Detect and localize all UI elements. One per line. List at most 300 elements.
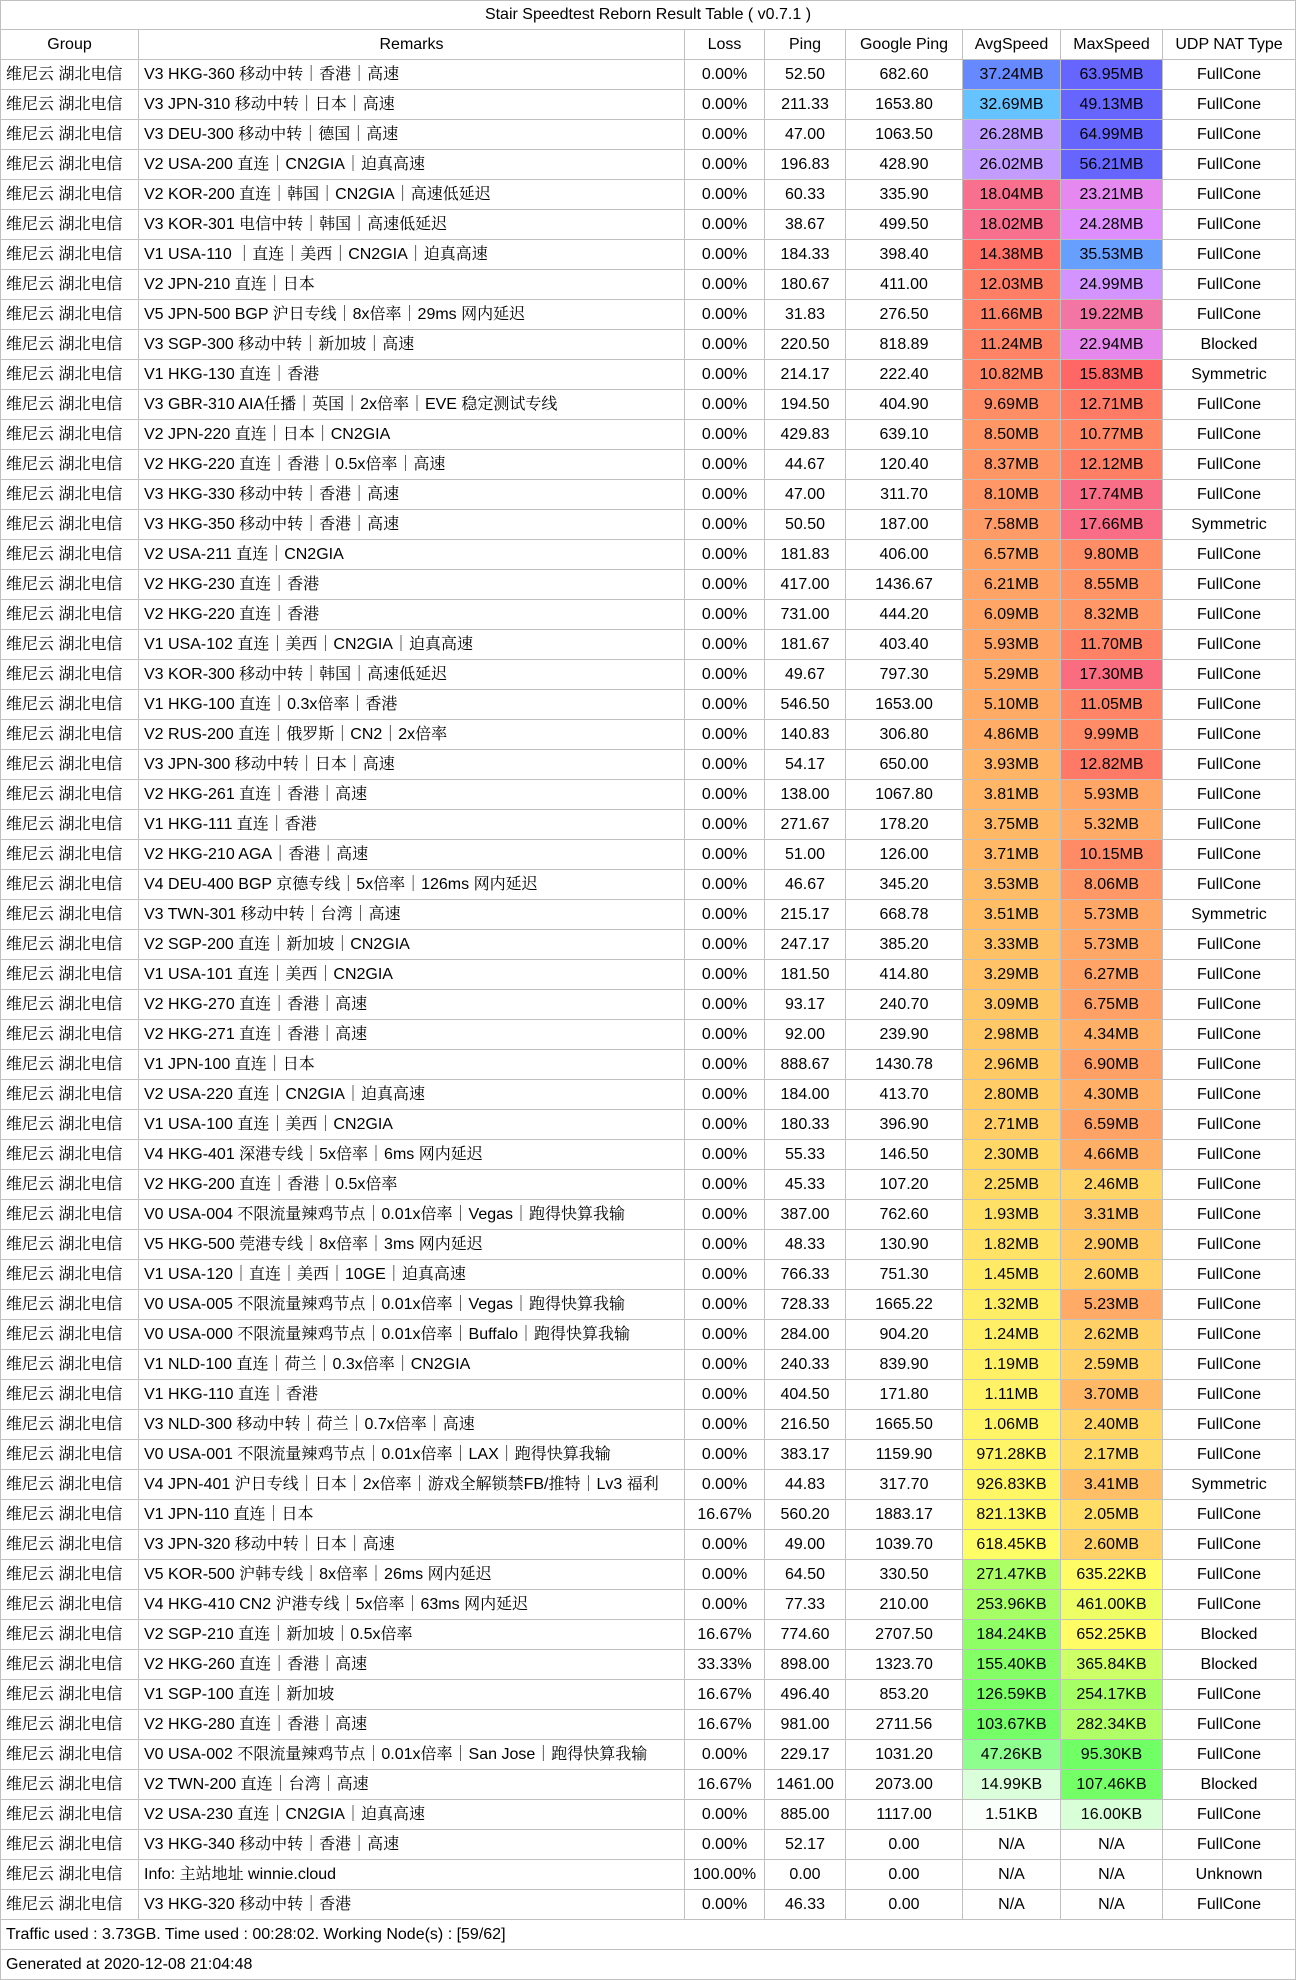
- group-cell: 维尼云 湖北电信: [0, 90, 139, 119]
- remarks-cell: V2 SGP-200 直连｜新加坡｜CN2GIA: [139, 930, 685, 959]
- google-ping-cell: 1031.20: [846, 1740, 963, 1769]
- max-speed-cell: 24.28MB: [1061, 210, 1163, 239]
- loss-cell: 0.00%: [685, 900, 765, 929]
- table-row: [0, 1410, 1296, 1440]
- avg-speed-cell: 11.66MB: [963, 300, 1061, 329]
- group-cell: 维尼云 湖北电信: [0, 60, 139, 89]
- table-row: [0, 1110, 1296, 1140]
- udp-nat-type-cell: FullCone: [1163, 1890, 1296, 1919]
- avg-speed-cell: N/A: [963, 1890, 1061, 1919]
- google-ping-cell: 639.10: [846, 420, 963, 449]
- udp-nat-type-cell: FullCone: [1163, 810, 1296, 839]
- table-row: [0, 1380, 1296, 1410]
- max-speed-cell: 10.77MB: [1061, 420, 1163, 449]
- avg-speed-cell: 103.67KB: [963, 1710, 1061, 1739]
- avg-speed-cell: 18.02MB: [963, 210, 1061, 239]
- max-speed-cell: 8.06MB: [1061, 870, 1163, 899]
- avg-speed-cell: 271.47KB: [963, 1560, 1061, 1589]
- table-row: [0, 960, 1296, 990]
- group-cell: 维尼云 湖北电信: [0, 300, 139, 329]
- loss-cell: 0.00%: [685, 1740, 765, 1769]
- loss-cell: 0.00%: [685, 870, 765, 899]
- udp-nat-type-cell: Blocked: [1163, 330, 1296, 359]
- udp-nat-type-cell: FullCone: [1163, 60, 1296, 89]
- table-row: [0, 1680, 1296, 1710]
- max-speed-cell: 107.46KB: [1061, 1770, 1163, 1799]
- ping-cell: 216.50: [765, 1410, 846, 1439]
- remarks-cell: V3 KOR-300 移动中转｜韩国｜高速低延迟: [139, 660, 685, 689]
- loss-cell: 0.00%: [685, 630, 765, 659]
- table-row: [0, 360, 1296, 390]
- group-cell: 维尼云 湖北电信: [0, 540, 139, 569]
- ping-cell: 885.00: [765, 1800, 846, 1829]
- table-row: [0, 1860, 1296, 1890]
- udp-nat-type-cell: FullCone: [1163, 870, 1296, 899]
- table-row: [0, 1830, 1296, 1860]
- udp-nat-type-cell: FullCone: [1163, 240, 1296, 269]
- group-cell: 维尼云 湖北电信: [0, 390, 139, 419]
- avg-speed-cell: 37.24MB: [963, 60, 1061, 89]
- remarks-cell: V3 JPN-320 移动中转｜日本｜高速: [139, 1530, 685, 1559]
- ping-cell: 417.00: [765, 570, 846, 599]
- udp-nat-type-cell: FullCone: [1163, 1230, 1296, 1259]
- remarks-cell: V3 GBR-310 AIA任播｜英国｜2x倍率｜EVE 稳定测试专线: [139, 390, 685, 419]
- footer-generated-row: [0, 1950, 1296, 1980]
- group-cell: 维尼云 湖北电信: [0, 1710, 139, 1739]
- remarks-cell: V2 USA-211 直连｜CN2GIA: [139, 540, 685, 569]
- loss-cell: 0.00%: [685, 1140, 765, 1169]
- table-row: [0, 1320, 1296, 1350]
- loss-cell: 0.00%: [685, 930, 765, 959]
- ping-cell: 140.83: [765, 720, 846, 749]
- google-ping-cell: 311.70: [846, 480, 963, 509]
- group-cell: 维尼云 湖北电信: [0, 270, 139, 299]
- remarks-cell: V0 USA-004 不限流量辣鸡节点｜0.01x倍率｜Vegas｜跑得快算我输: [139, 1200, 685, 1229]
- max-speed-cell: 5.93MB: [1061, 780, 1163, 809]
- group-cell: 维尼云 湖北电信: [0, 1500, 139, 1529]
- table-row: [0, 930, 1296, 960]
- avg-speed-cell: 3.53MB: [963, 870, 1061, 899]
- loss-cell: 0.00%: [685, 1110, 765, 1139]
- udp-nat-type-cell: FullCone: [1163, 1380, 1296, 1409]
- google-ping-cell: 1159.90: [846, 1440, 963, 1469]
- google-ping-cell: 404.90: [846, 390, 963, 419]
- avg-speed-cell: 3.81MB: [963, 780, 1061, 809]
- header-avg-speed: AvgSpeed: [963, 30, 1061, 59]
- group-cell: 维尼云 湖北电信: [0, 960, 139, 989]
- ping-cell: 220.50: [765, 330, 846, 359]
- google-ping-cell: 210.00: [846, 1590, 963, 1619]
- avg-speed-cell: 2.25MB: [963, 1170, 1061, 1199]
- loss-cell: 0.00%: [685, 1440, 765, 1469]
- udp-nat-type-cell: Symmetric: [1163, 510, 1296, 539]
- udp-nat-type-cell: FullCone: [1163, 1800, 1296, 1829]
- table-row: [0, 300, 1296, 330]
- loss-cell: 0.00%: [685, 1530, 765, 1559]
- ping-cell: 44.67: [765, 450, 846, 479]
- loss-cell: 0.00%: [685, 60, 765, 89]
- google-ping-cell: 1063.50: [846, 120, 963, 149]
- group-cell: 维尼云 湖北电信: [0, 1560, 139, 1589]
- max-speed-cell: 5.73MB: [1061, 900, 1163, 929]
- ping-cell: 560.20: [765, 1500, 846, 1529]
- loss-cell: 0.00%: [685, 1320, 765, 1349]
- udp-nat-type-cell: Unknown: [1163, 1860, 1296, 1889]
- udp-nat-type-cell: FullCone: [1163, 750, 1296, 779]
- avg-speed-cell: 8.10MB: [963, 480, 1061, 509]
- udp-nat-type-cell: FullCone: [1163, 570, 1296, 599]
- avg-speed-cell: 1.24MB: [963, 1320, 1061, 1349]
- header-loss: Loss: [685, 30, 765, 59]
- group-cell: 维尼云 湖北电信: [0, 1020, 139, 1049]
- google-ping-cell: 1067.80: [846, 780, 963, 809]
- group-cell: 维尼云 湖北电信: [0, 420, 139, 449]
- loss-cell: 0.00%: [685, 600, 765, 629]
- google-ping-cell: 171.80: [846, 1380, 963, 1409]
- google-ping-cell: 403.40: [846, 630, 963, 659]
- footer-summary: Traffic used : 3.73GB. Time used : 00:28:02. Working Node(s) : [59/62]: [0, 1920, 1296, 1949]
- avg-speed-cell: N/A: [963, 1860, 1061, 1889]
- max-speed-cell: 635.22KB: [1061, 1560, 1163, 1589]
- group-cell: 维尼云 湖北电信: [0, 750, 139, 779]
- loss-cell: 0.00%: [685, 1230, 765, 1259]
- udp-nat-type-cell: Symmetric: [1163, 360, 1296, 389]
- group-cell: 维尼云 湖北电信: [0, 1740, 139, 1769]
- ping-cell: 184.33: [765, 240, 846, 269]
- loss-cell: 16.67%: [685, 1710, 765, 1739]
- avg-speed-cell: 7.58MB: [963, 510, 1061, 539]
- group-cell: 维尼云 湖北电信: [0, 1380, 139, 1409]
- remarks-cell: V1 HKG-110 直连｜香港: [139, 1380, 685, 1409]
- group-cell: 维尼云 湖北电信: [0, 330, 139, 359]
- google-ping-cell: 1883.17: [846, 1500, 963, 1529]
- udp-nat-type-cell: FullCone: [1163, 1680, 1296, 1709]
- table-row: [0, 1560, 1296, 1590]
- group-cell: 维尼云 湖北电信: [0, 1770, 139, 1799]
- max-speed-cell: 8.55MB: [1061, 570, 1163, 599]
- table-row: [0, 660, 1296, 690]
- loss-cell: 0.00%: [685, 570, 765, 599]
- ping-cell: 774.60: [765, 1620, 846, 1649]
- header-ping: Ping: [765, 30, 846, 59]
- avg-speed-cell: 5.10MB: [963, 690, 1061, 719]
- table-row: [0, 1890, 1296, 1920]
- ping-cell: 247.17: [765, 930, 846, 959]
- google-ping-cell: 1436.67: [846, 570, 963, 599]
- max-speed-cell: 24.99MB: [1061, 270, 1163, 299]
- loss-cell: 0.00%: [685, 810, 765, 839]
- udp-nat-type-cell: FullCone: [1163, 390, 1296, 419]
- remarks-cell: V2 USA-230 直连｜CN2GIA｜迫真高速: [139, 1800, 685, 1829]
- max-speed-cell: 10.15MB: [1061, 840, 1163, 869]
- avg-speed-cell: 126.59KB: [963, 1680, 1061, 1709]
- loss-cell: 0.00%: [685, 330, 765, 359]
- udp-nat-type-cell: FullCone: [1163, 720, 1296, 749]
- max-speed-cell: 9.80MB: [1061, 540, 1163, 569]
- remarks-cell: V1 JPN-100 直连｜日本: [139, 1050, 685, 1079]
- group-cell: 维尼云 湖北电信: [0, 1350, 139, 1379]
- ping-cell: 51.00: [765, 840, 846, 869]
- max-speed-cell: 2.60MB: [1061, 1260, 1163, 1289]
- google-ping-cell: 1117.00: [846, 1800, 963, 1829]
- table-row: [0, 420, 1296, 450]
- avg-speed-cell: 3.75MB: [963, 810, 1061, 839]
- table-row: [0, 1470, 1296, 1500]
- max-speed-cell: 19.22MB: [1061, 300, 1163, 329]
- table-row: [0, 390, 1296, 420]
- udp-nat-type-cell: FullCone: [1163, 1440, 1296, 1469]
- udp-nat-type-cell: FullCone: [1163, 480, 1296, 509]
- avg-speed-cell: 2.98MB: [963, 1020, 1061, 1049]
- remarks-cell: V3 HKG-340 移动中转｜香港｜高速: [139, 1830, 685, 1859]
- loss-cell: 0.00%: [685, 1260, 765, 1289]
- ping-cell: 60.33: [765, 180, 846, 209]
- group-cell: 维尼云 湖北电信: [0, 510, 139, 539]
- max-speed-cell: 282.34KB: [1061, 1710, 1163, 1739]
- table-row: [0, 330, 1296, 360]
- udp-nat-type-cell: FullCone: [1163, 1320, 1296, 1349]
- max-speed-cell: 2.60MB: [1061, 1530, 1163, 1559]
- loss-cell: 0.00%: [685, 1020, 765, 1049]
- google-ping-cell: 904.20: [846, 1320, 963, 1349]
- group-cell: 维尼云 湖北电信: [0, 1650, 139, 1679]
- max-speed-cell: 5.32MB: [1061, 810, 1163, 839]
- udp-nat-type-cell: Blocked: [1163, 1770, 1296, 1799]
- udp-nat-type-cell: FullCone: [1163, 1110, 1296, 1139]
- ping-cell: 383.17: [765, 1440, 846, 1469]
- google-ping-cell: 668.78: [846, 900, 963, 929]
- table-row: [0, 180, 1296, 210]
- avg-speed-cell: 971.28KB: [963, 1440, 1061, 1469]
- table-row: [0, 570, 1296, 600]
- udp-nat-type-cell: FullCone: [1163, 1560, 1296, 1589]
- table-row: [0, 1590, 1296, 1620]
- ping-cell: 196.83: [765, 150, 846, 179]
- max-speed-cell: 365.84KB: [1061, 1650, 1163, 1679]
- avg-speed-cell: 12.03MB: [963, 270, 1061, 299]
- loss-cell: 0.00%: [685, 270, 765, 299]
- max-speed-cell: 63.95MB: [1061, 60, 1163, 89]
- udp-nat-type-cell: FullCone: [1163, 1080, 1296, 1109]
- loss-cell: 0.00%: [685, 960, 765, 989]
- group-cell: 维尼云 湖北电信: [0, 210, 139, 239]
- udp-nat-type-cell: FullCone: [1163, 180, 1296, 209]
- table-row: [0, 1740, 1296, 1770]
- avg-speed-cell: 8.37MB: [963, 450, 1061, 479]
- max-speed-cell: 64.99MB: [1061, 120, 1163, 149]
- table-row: [0, 90, 1296, 120]
- ping-cell: 46.67: [765, 870, 846, 899]
- group-cell: 维尼云 湖北电信: [0, 1290, 139, 1319]
- udp-nat-type-cell: FullCone: [1163, 450, 1296, 479]
- ping-cell: 214.17: [765, 360, 846, 389]
- remarks-cell: V1 HKG-100 直连｜0.3x倍率｜香港: [139, 690, 685, 719]
- table-row: [0, 840, 1296, 870]
- table-row: [0, 630, 1296, 660]
- udp-nat-type-cell: FullCone: [1163, 210, 1296, 239]
- avg-speed-cell: 26.28MB: [963, 120, 1061, 149]
- avg-speed-cell: 9.69MB: [963, 390, 1061, 419]
- udp-nat-type-cell: FullCone: [1163, 630, 1296, 659]
- max-speed-cell: 2.05MB: [1061, 1500, 1163, 1529]
- group-cell: 维尼云 湖北电信: [0, 1620, 139, 1649]
- avg-speed-cell: 26.02MB: [963, 150, 1061, 179]
- udp-nat-type-cell: FullCone: [1163, 690, 1296, 719]
- table-row: [0, 1650, 1296, 1680]
- group-cell: 维尼云 湖北电信: [0, 1590, 139, 1619]
- udp-nat-type-cell: FullCone: [1163, 600, 1296, 629]
- udp-nat-type-cell: FullCone: [1163, 960, 1296, 989]
- table-row: [0, 1050, 1296, 1080]
- udp-nat-type-cell: FullCone: [1163, 1710, 1296, 1739]
- google-ping-cell: 120.40: [846, 450, 963, 479]
- avg-speed-cell: 618.45KB: [963, 1530, 1061, 1559]
- google-ping-cell: 239.90: [846, 1020, 963, 1049]
- ping-cell: 181.50: [765, 960, 846, 989]
- max-speed-cell: 2.90MB: [1061, 1230, 1163, 1259]
- max-speed-cell: N/A: [1061, 1860, 1163, 1889]
- ping-cell: 44.83: [765, 1470, 846, 1499]
- max-speed-cell: 652.25KB: [1061, 1620, 1163, 1649]
- google-ping-cell: 411.00: [846, 270, 963, 299]
- loss-cell: 0.00%: [685, 90, 765, 119]
- ping-cell: 981.00: [765, 1710, 846, 1739]
- remarks-cell: V2 USA-200 直连｜CN2GIA｜迫真高速: [139, 150, 685, 179]
- loss-cell: 0.00%: [685, 510, 765, 539]
- loss-cell: 0.00%: [685, 210, 765, 239]
- ping-cell: 240.33: [765, 1350, 846, 1379]
- loss-cell: 33.33%: [685, 1650, 765, 1679]
- avg-speed-cell: 3.33MB: [963, 930, 1061, 959]
- google-ping-cell: 682.60: [846, 60, 963, 89]
- table-row: [0, 1260, 1296, 1290]
- group-cell: 维尼云 湖北电信: [0, 1080, 139, 1109]
- loss-cell: 0.00%: [685, 1380, 765, 1409]
- remarks-cell: V2 HKG-230 直连｜香港: [139, 570, 685, 599]
- ping-cell: 45.33: [765, 1170, 846, 1199]
- group-cell: 维尼云 湖北电信: [0, 180, 139, 209]
- remarks-cell: V1 HKG-130 直连｜香港: [139, 360, 685, 389]
- loss-cell: 0.00%: [685, 480, 765, 509]
- ping-cell: 284.00: [765, 1320, 846, 1349]
- loss-cell: 16.67%: [685, 1680, 765, 1709]
- loss-cell: 0.00%: [685, 360, 765, 389]
- table-row: [0, 1230, 1296, 1260]
- group-cell: 维尼云 湖北电信: [0, 1200, 139, 1229]
- max-speed-cell: 2.17MB: [1061, 1440, 1163, 1469]
- loss-cell: 0.00%: [685, 1830, 765, 1859]
- max-speed-cell: 2.46MB: [1061, 1170, 1163, 1199]
- loss-cell: 0.00%: [685, 1410, 765, 1439]
- avg-speed-cell: 253.96KB: [963, 1590, 1061, 1619]
- avg-speed-cell: 2.71MB: [963, 1110, 1061, 1139]
- loss-cell: 0.00%: [685, 1470, 765, 1499]
- remarks-cell: V1 USA-100 直连｜美西｜CN2GIA: [139, 1110, 685, 1139]
- ping-cell: 766.33: [765, 1260, 846, 1289]
- udp-nat-type-cell: FullCone: [1163, 780, 1296, 809]
- table-row: [0, 750, 1296, 780]
- udp-nat-type-cell: FullCone: [1163, 660, 1296, 689]
- udp-nat-type-cell: FullCone: [1163, 300, 1296, 329]
- table-row: [0, 270, 1296, 300]
- udp-nat-type-cell: FullCone: [1163, 120, 1296, 149]
- avg-speed-cell: 11.24MB: [963, 330, 1061, 359]
- max-speed-cell: 22.94MB: [1061, 330, 1163, 359]
- google-ping-cell: 398.40: [846, 240, 963, 269]
- google-ping-cell: 317.70: [846, 1470, 963, 1499]
- ping-cell: 138.00: [765, 780, 846, 809]
- table-row: [0, 1710, 1296, 1740]
- loss-cell: 0.00%: [685, 720, 765, 749]
- google-ping-cell: 240.70: [846, 990, 963, 1019]
- loss-cell: 0.00%: [685, 540, 765, 569]
- table-row: [0, 1080, 1296, 1110]
- avg-speed-cell: 32.69MB: [963, 90, 1061, 119]
- udp-nat-type-cell: Symmetric: [1163, 900, 1296, 929]
- max-speed-cell: 5.23MB: [1061, 1290, 1163, 1319]
- ping-cell: 496.40: [765, 1680, 846, 1709]
- remarks-cell: V3 SGP-300 移动中转｜新加坡｜高速: [139, 330, 685, 359]
- remarks-cell: V2 HKG-200 直连｜香港｜0.5x倍率: [139, 1170, 685, 1199]
- google-ping-cell: 650.00: [846, 750, 963, 779]
- max-speed-cell: 6.90MB: [1061, 1050, 1163, 1079]
- max-speed-cell: 3.70MB: [1061, 1380, 1163, 1409]
- table-title: Stair Speedtest Reborn Result Table ( v0.7.1 ): [0, 1, 1296, 29]
- max-speed-cell: 17.74MB: [1061, 480, 1163, 509]
- max-speed-cell: 2.59MB: [1061, 1350, 1163, 1379]
- loss-cell: 16.67%: [685, 1500, 765, 1529]
- max-speed-cell: 3.41MB: [1061, 1470, 1163, 1499]
- remarks-cell: V0 USA-005 不限流量辣鸡节点｜0.01x倍率｜Vegas｜跑得快算我输: [139, 1290, 685, 1319]
- header-max-speed: MaxSpeed: [1061, 30, 1163, 59]
- ping-cell: 64.50: [765, 1560, 846, 1589]
- max-speed-cell: 6.59MB: [1061, 1110, 1163, 1139]
- avg-speed-cell: 2.96MB: [963, 1050, 1061, 1079]
- remarks-cell: V3 TWN-301 移动中转｜台湾｜高速: [139, 900, 685, 929]
- udp-nat-type-cell: FullCone: [1163, 90, 1296, 119]
- header-remarks: Remarks: [139, 30, 685, 59]
- remarks-cell: V3 HKG-330 移动中转｜香港｜高速: [139, 480, 685, 509]
- max-speed-cell: 12.12MB: [1061, 450, 1163, 479]
- group-cell: 维尼云 湖北电信: [0, 780, 139, 809]
- table-row: [0, 240, 1296, 270]
- google-ping-cell: 306.80: [846, 720, 963, 749]
- group-cell: 维尼云 湖北电信: [0, 1050, 139, 1079]
- google-ping-cell: 2073.00: [846, 1770, 963, 1799]
- group-cell: 维尼云 湖北电信: [0, 1140, 139, 1169]
- google-ping-cell: 1039.70: [846, 1530, 963, 1559]
- google-ping-cell: 385.20: [846, 930, 963, 959]
- loss-cell: 16.67%: [685, 1770, 765, 1799]
- google-ping-cell: 0.00: [846, 1890, 963, 1919]
- remarks-cell: V2 HKG-220 直连｜香港: [139, 600, 685, 629]
- table-title-row: [0, 0, 1296, 30]
- remarks-cell: V3 DEU-300 移动中转｜德国｜高速: [139, 120, 685, 149]
- udp-nat-type-cell: FullCone: [1163, 270, 1296, 299]
- udp-nat-type-cell: FullCone: [1163, 1830, 1296, 1859]
- max-speed-cell: 12.71MB: [1061, 390, 1163, 419]
- ping-cell: 180.67: [765, 270, 846, 299]
- ping-cell: 52.50: [765, 60, 846, 89]
- google-ping-cell: 1653.00: [846, 690, 963, 719]
- group-cell: 维尼云 湖北电信: [0, 360, 139, 389]
- remarks-cell: V2 SGP-210 直连｜新加坡｜0.5x倍率: [139, 1620, 685, 1649]
- max-speed-cell: 4.30MB: [1061, 1080, 1163, 1109]
- group-cell: 维尼云 湖北电信: [0, 870, 139, 899]
- avg-speed-cell: N/A: [963, 1830, 1061, 1859]
- remarks-cell: V2 HKG-270 直连｜香港｜高速: [139, 990, 685, 1019]
- avg-speed-cell: 3.93MB: [963, 750, 1061, 779]
